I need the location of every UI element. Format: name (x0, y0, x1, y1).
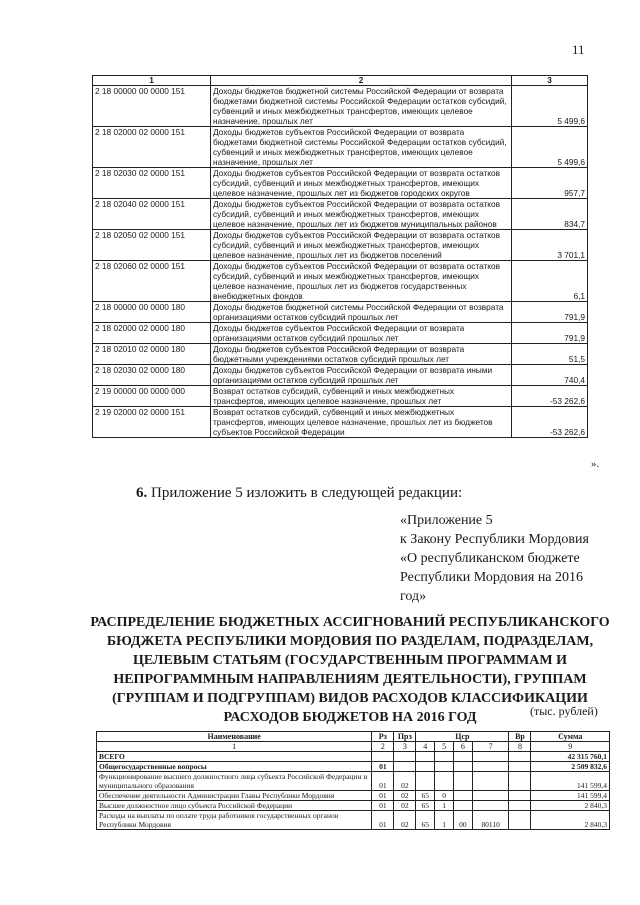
row-csr-4 (472, 772, 509, 791)
header-vr: Вр (509, 732, 531, 742)
row-rz: 01 (372, 791, 394, 801)
header-name: Наименование (97, 732, 372, 742)
table-row (93, 386, 588, 407)
row-name: Общегосударственные вопросы (97, 762, 372, 772)
table-row (97, 801, 610, 811)
row-text: Доходы бюджетов субъектов Российской Федерации от возврата остатков субсидий, субвенций и иных межбюджетных трансфертов, имеющих целевое назначение, прошлых лет из бюджетов городских округов (211, 168, 512, 199)
row-vr (509, 791, 531, 801)
row-sum: 5 499,6 (512, 127, 588, 168)
row-code: 2 18 02000 02 0000 151 (93, 127, 211, 168)
row-csr-2: 0 (435, 791, 454, 801)
row-prz: 02 (394, 791, 416, 801)
table-row (93, 407, 588, 438)
row-rz (372, 752, 394, 762)
row-name: ВСЕГО (97, 752, 372, 762)
row-code: 2 18 02030 02 0000 151 (93, 168, 211, 199)
document-title: РАСПРЕДЕЛЕНИЕ БЮДЖЕТНЫХ АССИГНОВАНИЙ РЕСПУБЛИКАНСКОГО БЮДЖЕТА РЕСПУБЛИКИ МОРДОВИЯ ПО РАЗДЕЛАМ, ПОДРАЗДЕЛАМ, ЦЕЛЕВЫМ СТАТЬЯМ (ГОСУДАРСТВЕННЫМ ПРОГРАММАМ И НЕПРОГРАММНЫМ НАПРАВЛЕНИЯМ ДЕЯТЕЛЬНОСТИ), ГРУППАМ (ГРУППАМ И ПОДГРУППАМ) ВИДОВ РАСХОДОВ КЛАССИФИКАЦИИ РАСХОДОВ БЮДЖЕТОВ НА 2016 ГОД (90, 615, 610, 725)
table-row (93, 302, 588, 323)
row-name: Высшее должностное лицо субъекта Российской Федерации (97, 801, 372, 811)
column-number: 5 (435, 742, 454, 752)
appendix-line: год» (400, 589, 427, 604)
row-prz (394, 752, 416, 762)
header-prz: Прз (394, 732, 416, 742)
row-code: 2 18 00000 00 0000 151 (93, 86, 211, 127)
row-csr-1 (416, 762, 435, 772)
row-csr-1: 65 (416, 811, 435, 830)
row-csr-3 (454, 772, 473, 791)
row-code: 2 18 00000 00 0000 180 (93, 302, 211, 323)
table-row (97, 772, 610, 791)
row-rz: 01 (372, 801, 394, 811)
row-rz: 01 (372, 811, 394, 830)
row-text: Доходы бюджетов субъектов Российской Федерации от возврата бюджетами бюджетной системы Российской Федерации остатков субсидий, субвенций и иных межбюджетных трансфертов, имеющих целевое назначение, прошлых лет (211, 127, 512, 168)
row-csr-2: 1 (435, 811, 454, 830)
row-prz: 02 (394, 811, 416, 830)
header-csr: Цср (416, 732, 509, 742)
header-rz: Рз (372, 732, 394, 742)
row-sum: 834,7 (512, 199, 588, 230)
row-csr-2: 1 (435, 801, 454, 811)
paragraph-number: 6. (136, 485, 148, 501)
row-csr-3: 00 (454, 811, 473, 830)
row-csr-4 (472, 801, 509, 811)
income-table (92, 75, 588, 438)
paragraph-text: Приложение 5 изложить в следующей редакции: (151, 485, 463, 501)
row-sum: 51,5 (512, 344, 588, 365)
header-col-3: 3 (512, 76, 588, 86)
row-csr-1: 65 (416, 801, 435, 811)
column-number: 3 (394, 742, 416, 752)
column-number: 6 (454, 742, 473, 752)
row-text: Доходы бюджетов субъектов Российской Федерации от возврата остатков субсидий, субвенций и иных межбюджетных трансфертов, имеющих целевое назначение, прошлых лет из бюджетов муниципальных районов (211, 199, 512, 230)
closing-quote-mark: ». (591, 458, 600, 470)
row-sum: 2 509 832,6 (531, 762, 610, 772)
table-row (93, 323, 588, 344)
column-number: 8 (509, 742, 531, 752)
row-text: Доходы бюджетов субъектов Российской Федерации от возврата остатков субсидий, субвенций и иных межбюджетных трансфертов, имеющих целевое назначение, прошлых лет из бюджетов поселений (211, 230, 512, 261)
budget-table (96, 731, 610, 830)
row-name: Функционирование высшего должностного лица субъекта Российской Федерации и муниципального образования (97, 772, 372, 791)
appendix-line: «О республиканском бюджете (400, 551, 580, 566)
appendix-line: «Приложение 5 (400, 513, 493, 528)
row-text: Доходы бюджетов бюджетной системы Российской Федерации от возврата организациями остатков субсидий прошлых лет (211, 302, 512, 323)
row-sum: 791,9 (512, 302, 588, 323)
row-csr-4: 80110 (472, 811, 509, 830)
table-row (93, 261, 588, 302)
page-number: 11 (572, 42, 585, 57)
row-name: Расходы на выплаты по оплате труда работников государственных органов Республики Мордовия (97, 811, 372, 830)
row-csr-1: 65 (416, 791, 435, 801)
table-row (97, 791, 610, 801)
amendment-paragraph (136, 485, 462, 502)
column-number: 1 (97, 742, 372, 752)
row-text: Доходы бюджетов субъектов Российской Федерации от возврата остатков субсидий, субвенций и иных межбюджетных трансфертов, имеющих целевое назначение, прошлых лет из бюджетов государственных внебюджетных фондов (211, 261, 512, 302)
row-sum: 957,7 (512, 168, 588, 199)
column-number: 4 (416, 742, 435, 752)
units-label: (тыс. рублей) (530, 704, 598, 718)
row-rz: 01 (372, 762, 394, 772)
table-row (97, 762, 610, 772)
budget-table-header (97, 732, 610, 742)
header-col-2: 2 (211, 76, 512, 86)
column-number: 2 (372, 742, 394, 752)
row-text: Доходы бюджетов субъектов Российской Федерации от возврата организациями остатков субсидий прошлых лет (211, 323, 512, 344)
row-csr-4 (472, 791, 509, 801)
row-sum: 2 840,3 (531, 801, 610, 811)
column-numbers-row (97, 742, 610, 752)
row-csr-2 (435, 752, 454, 762)
row-sum: 141 599,4 (531, 791, 610, 801)
row-prz: 02 (394, 772, 416, 791)
row-csr-4 (472, 752, 509, 762)
row-sum: 141 599,4 (531, 772, 610, 791)
row-rz: 01 (372, 772, 394, 791)
row-csr-2 (435, 772, 454, 791)
header-col-1: 1 (93, 76, 211, 86)
column-number: 7 (472, 742, 509, 752)
table-row (93, 344, 588, 365)
row-csr-3 (454, 791, 473, 801)
row-code: 2 19 00000 00 0000 000 (93, 386, 211, 407)
row-code: 2 18 02040 02 0000 151 (93, 199, 211, 230)
row-text: Доходы бюджетов субъектов Российской Федерации от возврата иными организациями остатков субсидий прошлых лет (211, 365, 512, 386)
row-prz (394, 762, 416, 772)
row-vr (509, 801, 531, 811)
row-sum: -53 262,6 (512, 407, 588, 438)
row-sum: 791,9 (512, 323, 588, 344)
row-code: 2 18 02060 02 0000 151 (93, 261, 211, 302)
row-vr (509, 762, 531, 772)
row-csr-3 (454, 762, 473, 772)
row-sum: 5 499,6 (512, 86, 588, 127)
row-text: Возврат остатков субсидий, субвенций и иных межбюджетных трансфертов, имеющих целевое назначение, прошлых лет из бюджетов субъектов Российской Федерации (211, 407, 512, 438)
row-sum: 740,4 (512, 365, 588, 386)
table-row (97, 811, 610, 830)
table-row (93, 199, 588, 230)
column-number: 9 (531, 742, 610, 752)
row-csr-2 (435, 762, 454, 772)
appendix-reference (400, 511, 620, 606)
row-text: Доходы бюджетов субъектов Российской Федерации от возврата бюджетными учреждениями остатков субсидий прошлых лет (211, 344, 512, 365)
row-text: Возврат остатков субсидий, субвенций и иных межбюджетных трансфертов, имеющих целевое назначение, прошлых лет (211, 386, 512, 407)
table-row (93, 230, 588, 261)
row-sum: -53 262,6 (512, 386, 588, 407)
table-row (97, 752, 610, 762)
table-row (93, 86, 588, 127)
row-vr (509, 772, 531, 791)
row-name: Обеспечение деятельности Администрации Главы Республики Мордовия (97, 791, 372, 801)
income-table-header (93, 76, 588, 86)
row-csr-3 (454, 801, 473, 811)
table-row (93, 365, 588, 386)
row-code: 2 19 02000 02 0000 151 (93, 407, 211, 438)
row-sum: 3 701,1 (512, 230, 588, 261)
row-code: 2 18 02010 02 0000 180 (93, 344, 211, 365)
row-vr (509, 752, 531, 762)
row-csr-4 (472, 762, 509, 772)
row-prz: 02 (394, 801, 416, 811)
row-vr (509, 811, 531, 830)
row-sum: 6,1 (512, 261, 588, 302)
appendix-line: к Закону Республики Мордовия (400, 532, 589, 547)
row-code: 2 18 02000 02 0000 180 (93, 323, 211, 344)
appendix-line: Республики Мордовия на 2016 (400, 570, 584, 585)
table-row (93, 127, 588, 168)
row-sum: 42 315 760,1 (531, 752, 610, 762)
row-code: 2 18 02050 02 0000 151 (93, 230, 211, 261)
table-row (93, 168, 588, 199)
row-sum: 2 840,3 (531, 811, 610, 830)
row-csr-3 (454, 752, 473, 762)
row-csr-1 (416, 752, 435, 762)
row-code: 2 18 02030 02 0000 180 (93, 365, 211, 386)
row-text: Доходы бюджетов бюджетной системы Российской Федерации от возврата бюджетами бюджетной системы Российской Федерации остатков субсидий, субвенций и иных межбюджетных трансфертов, имеющих целевое назначение, прошлых лет (211, 86, 512, 127)
header-sum: Сумма (531, 732, 610, 742)
row-csr-1 (416, 772, 435, 791)
